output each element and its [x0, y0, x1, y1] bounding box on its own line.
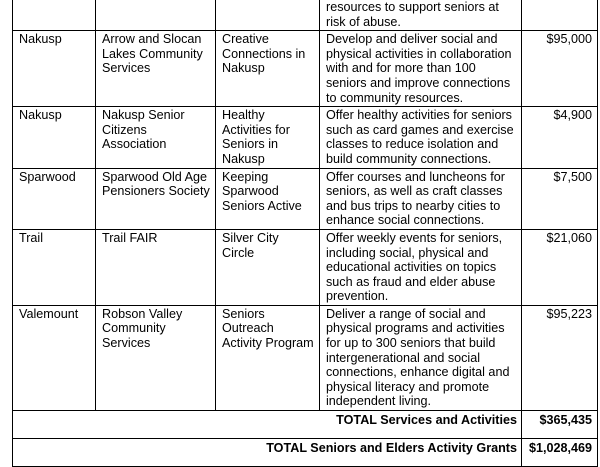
- location-cell: [13, 0, 96, 31]
- description-cell: Offer courses and luncheons for seniors, as well as craft classes and bus trips to nearby cities to enhance social connections.: [320, 168, 522, 229]
- grants-total-amount: $1,028,469: [522, 439, 598, 467]
- description-cell: Offer healthy activities for seniors such as card games and exercise classes to reduce isolation and build community connections.: [320, 107, 522, 168]
- location-cell: Sparwood: [13, 168, 96, 229]
- organization-cell: Robson Valley Community Services: [96, 305, 216, 410]
- description-cell: resources to support seniors at risk of abuse.: [320, 0, 522, 31]
- amount-cell: $95,000: [522, 31, 598, 107]
- organization-cell: Nakusp Senior Citizens Association: [96, 107, 216, 168]
- table-row: [13, 168, 598, 229]
- table-row: [13, 107, 598, 168]
- services-total-label: TOTAL Services and Activities: [13, 411, 522, 439]
- description-cell: Develop and deliver social and physical activities in collaboration with and for more than 100 seniors and improve connections to community resources.: [320, 31, 522, 107]
- location-cell: Valemount: [13, 305, 96, 410]
- table-row: [13, 229, 598, 305]
- organization-cell: Trail FAIR: [96, 229, 216, 305]
- description-cell: Deliver a range of social and physical programs and activities for up to 300 seniors that build intergenerational and social connections, enhance digital and physical literacy and promote independent living.: [320, 305, 522, 410]
- amount-cell: $4,900: [522, 107, 598, 168]
- project-cell: Healthy Activities for Seniors in Nakusp: [216, 107, 320, 168]
- services-total-row: [13, 411, 598, 439]
- project-cell: Keeping Sparwood Seniors Active: [216, 168, 320, 229]
- organization-cell: [96, 0, 216, 31]
- description-cell: Offer weekly events for seniors, including social, physical and educational activities on topics such as fraud and elder abuse prevention.: [320, 229, 522, 305]
- location-cell: Trail: [13, 229, 96, 305]
- organization-cell: Arrow and Slocan Lakes Community Services: [96, 31, 216, 107]
- grants-total-label: TOTAL Seniors and Elders Activity Grants: [13, 439, 522, 467]
- amount-cell: $7,500: [522, 168, 598, 229]
- organization-cell: Sparwood Old Age Pensioners Society: [96, 168, 216, 229]
- location-cell: Nakusp: [13, 107, 96, 168]
- project-cell: Seniors Outreach Activity Program: [216, 305, 320, 410]
- amount-cell: [522, 0, 598, 31]
- grants-total-row: [13, 439, 598, 467]
- services-total-amount: $365,435: [522, 411, 598, 439]
- project-cell: Silver City Circle: [216, 229, 320, 305]
- table-row: [13, 0, 598, 31]
- grants-table: [12, 0, 598, 467]
- location-cell: Nakusp: [13, 31, 96, 107]
- project-cell: Creative Connections in Nakusp: [216, 31, 320, 107]
- table-row: [13, 305, 598, 410]
- project-cell: [216, 0, 320, 31]
- table-row: [13, 31, 598, 107]
- amount-cell: $95,223: [522, 305, 598, 410]
- amount-cell: $21,060: [522, 229, 598, 305]
